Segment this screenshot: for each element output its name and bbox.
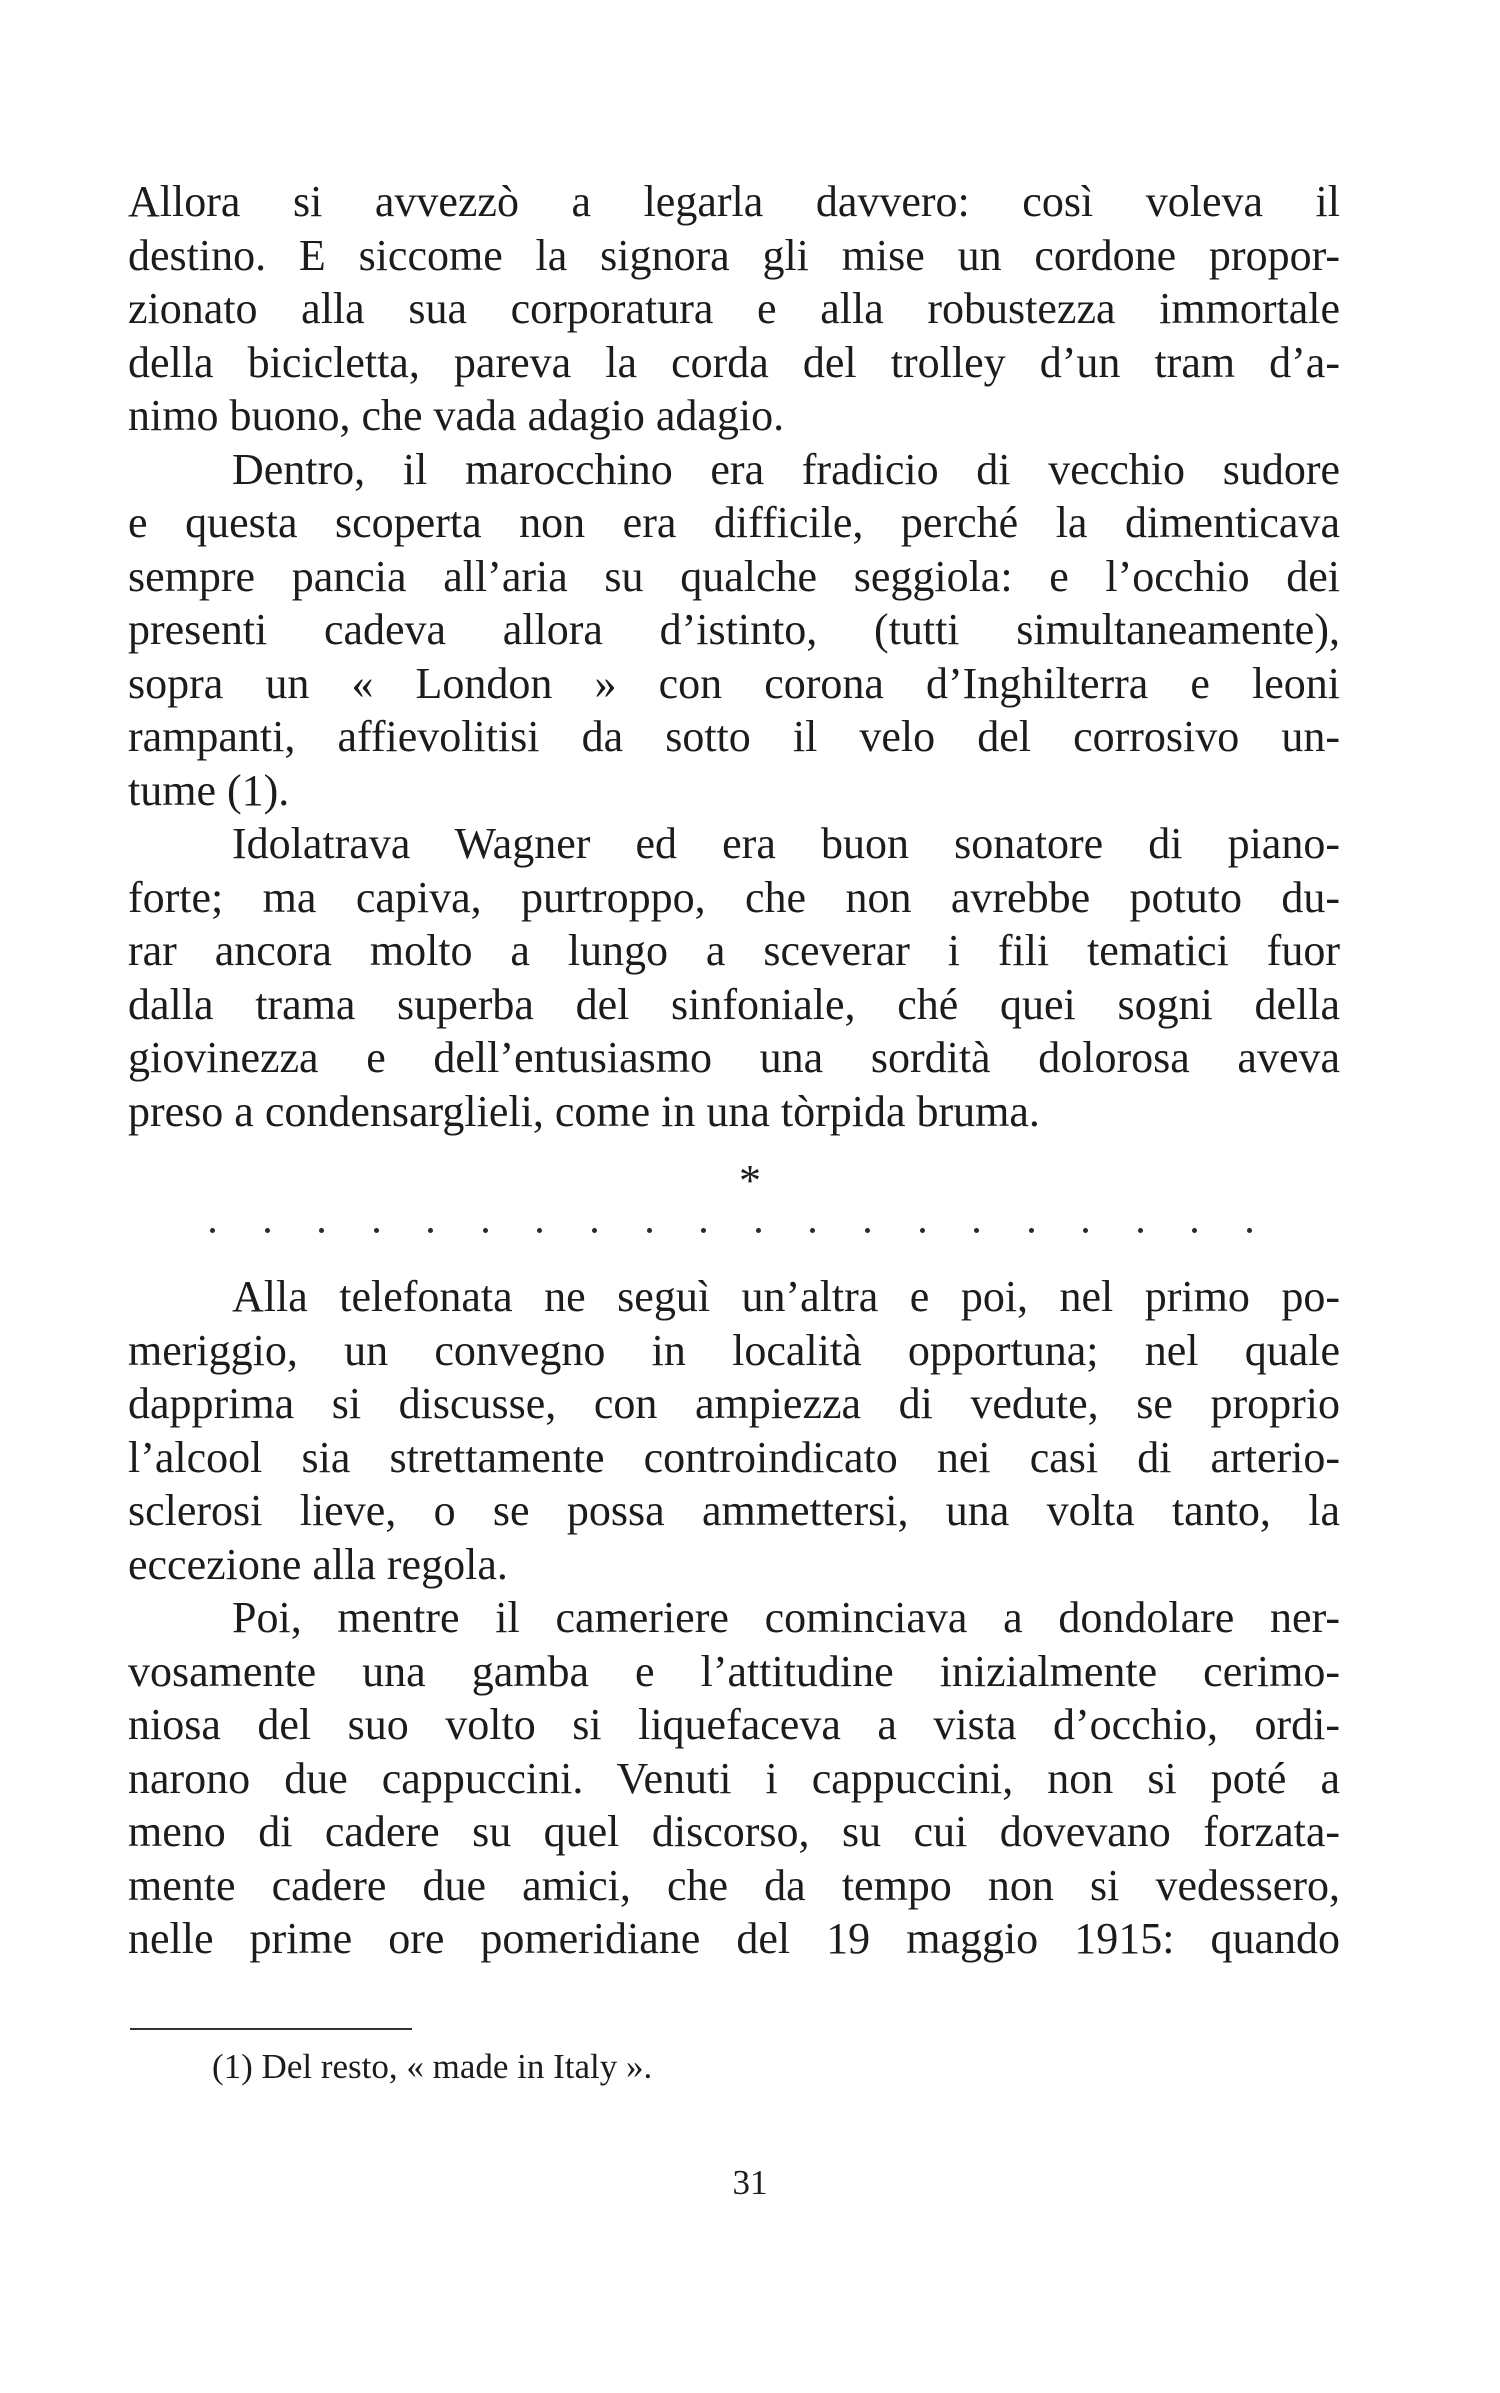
text-line: meriggio, un convegno in località opportuna; nel quale [128, 1325, 1340, 1375]
divider-dot [428, 1228, 433, 1233]
text-line: mente cadere due amici, che da tempo non si vedessero, [128, 1860, 1340, 1910]
text-line: meno di cadere su quel discorso, su cui dovevano forzata- [128, 1807, 1340, 1856]
text-line: eccezione alla regola. [128, 1539, 508, 1589]
divider-dot [483, 1228, 488, 1233]
divider-dot [865, 1228, 870, 1233]
divider-dot [1192, 1228, 1197, 1233]
divider-dot [1029, 1228, 1034, 1233]
divider-dot [1247, 1228, 1252, 1233]
text-line: forte; ma capiva, purtroppo, che non avrebbe potuto du- [128, 872, 1340, 922]
divider-dot [756, 1228, 761, 1233]
divider-dot [920, 1228, 925, 1233]
paragraph-start-line: Alla telefonata ne seguì un’altra e poi, nel primo po- [232, 1272, 1340, 1321]
divider-dot [647, 1228, 652, 1233]
divider-dot [374, 1228, 379, 1233]
text-line: rampanti, affievolitisi da sotto il velo del corrosivo un- [128, 712, 1340, 761]
text-block-2 [128, 1270, 1340, 1966]
ellipsis-divider [210, 1228, 1252, 1233]
text-line: dalla trama superba del sinfoniale, ché quei sogni della [128, 979, 1340, 1029]
footnote: (1) Del resto, « made in Italy ». [212, 2047, 653, 2086]
text-line: sempre pancia all’aria su qualche seggiola: e l’occhio dei [128, 551, 1340, 601]
divider-dot [210, 1228, 215, 1233]
text-line: Allora si avvezzò a legarla davvero: così voleva il [128, 177, 1340, 226]
text-line: sopra un « London » con corona d’Inghilterra e leoni [128, 658, 1340, 708]
divider-dot [537, 1228, 542, 1233]
divider-dot [701, 1228, 706, 1233]
divider-dot [1138, 1228, 1143, 1233]
text-line: e questa scoperta non era difficile, perché la dimenticava [128, 498, 1340, 547]
divider-dot [265, 1228, 270, 1233]
text-line: nimo buono, che vada adagio adagio. [128, 391, 785, 440]
paragraph-start-line: Poi, mentre il cameriere cominciava a dondolare ner- [232, 1593, 1340, 1642]
text-line: sclerosi lieve, o se possa ammettersi, una volta tanto, la [128, 1486, 1340, 1535]
divider-dot [974, 1228, 979, 1233]
page-number: 31 [732, 2163, 768, 2202]
text-line: della bicicletta, pareva la corda del trolley d’un tram d’a- [128, 337, 1340, 387]
text-line: vosamente una gamba e l’attitudine inizialmente cerimo- [128, 1646, 1340, 1696]
divider-dot [592, 1228, 597, 1233]
text-line: zionato alla sua corporatura e alla robustezza immortale [128, 284, 1340, 333]
text-line: niosa del suo volto si liquefaceva a vista d’occhio, ordi- [128, 1700, 1340, 1749]
text-line: nelle prime ore pomeridiane del 19 maggio 1915: quando [128, 1914, 1340, 1963]
divider-dot [1083, 1228, 1088, 1233]
paragraph-start-line: Dentro, il marocchino era fradicio di vecchio sudore [232, 444, 1340, 494]
text-line: presenti cadeva allora d’istinto, (tutti simultaneamente), [128, 605, 1340, 654]
text-line: giovinezza e dell’entusiasmo una sordità dolorosa aveva [128, 1033, 1340, 1082]
text-line: rar ancora molto a lungo a sceverar i fili tematici fuor [128, 926, 1340, 975]
text-line-with-footnote-ref: tume (1). [128, 765, 290, 815]
paragraph-start-line: Idolatrava Wagner ed era buon sonatore di piano- [232, 819, 1340, 868]
text-line: dapprima si discusse, con ampiezza di vedute, se proprio [128, 1379, 1340, 1428]
text-line: narono due cappuccini. Venuti i cappuccini, non si poté a [128, 1753, 1340, 1803]
section-asterisk: * [739, 1156, 761, 1205]
text-block-1 [128, 175, 1340, 1138]
text-line: destino. E siccome la signora gli mise un cordone propor- [128, 230, 1340, 280]
footnote-separator [130, 2028, 412, 2030]
divider-dot [810, 1228, 815, 1233]
divider-dot [319, 1228, 324, 1233]
text-line: preso a condensarglieli, come in una tòrpida bruma. [128, 1086, 1040, 1136]
text-line: l’alcool sia strettamente controindicato nei casi di arterio- [128, 1432, 1340, 1482]
